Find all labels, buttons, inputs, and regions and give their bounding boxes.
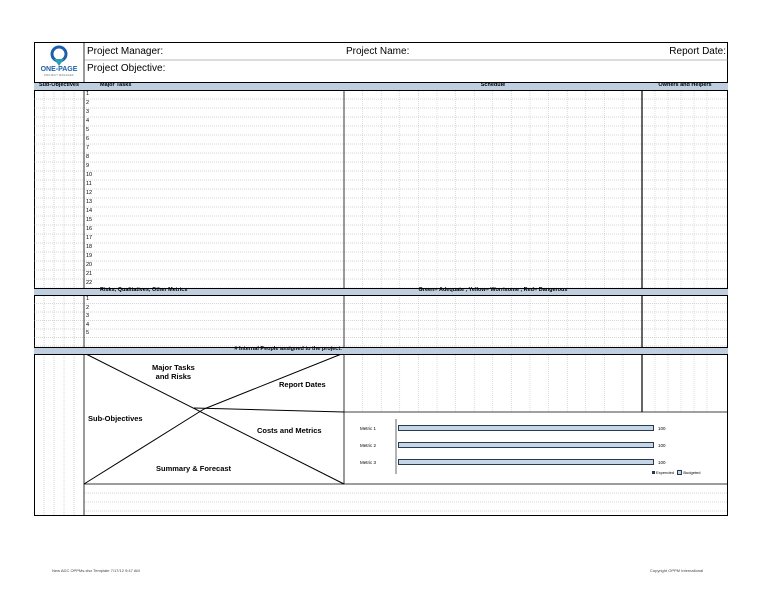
- risk-color-legend: Green= Adequate , Yellow= Worrisome , Red= Dangerous: [418, 287, 568, 293]
- task-number: 7: [86, 145, 90, 151]
- task-number: 5: [86, 127, 90, 133]
- major-tasks-header: Major Tasks: [100, 82, 132, 88]
- logo: [34, 44, 84, 78]
- metric-legend: [652, 470, 701, 475]
- task-number: 21: [86, 271, 93, 277]
- task-number: 14: [86, 208, 93, 214]
- task-number: 8: [86, 154, 90, 160]
- schedule-header: Schedule: [480, 82, 506, 88]
- legend-budgeted: Budgeted: [683, 470, 701, 475]
- logo-text: ONE-PAGE: [40, 66, 78, 73]
- x-label-report-dates: Report Dates: [279, 380, 326, 389]
- risks-header: Risks, Qualitatives, Other Metrics: [100, 287, 188, 293]
- risk-number: 2: [86, 304, 90, 311]
- sub-objectives-header: Sub-Objectives: [38, 82, 80, 88]
- oppm-sheet: [34, 42, 728, 516]
- task-number: 3: [86, 109, 90, 115]
- task-number: 6: [86, 136, 90, 142]
- task-number: 11: [86, 181, 92, 187]
- budgeted-swatch: [677, 470, 682, 475]
- project-name-label: Project Name:: [346, 46, 410, 57]
- metric-value: 100: [658, 460, 666, 465]
- task-number: 4: [86, 118, 90, 124]
- x-label-major-tasks: Major Tasks and Risks: [152, 363, 195, 381]
- people-band: [34, 347, 728, 355]
- task-number: 9: [86, 163, 90, 169]
- metric-label: Metric 2: [360, 443, 377, 448]
- task-number: 22: [86, 280, 93, 286]
- owners-helpers-header: Owners and Helpers: [658, 82, 712, 88]
- task-number: 10: [86, 172, 93, 178]
- logo-pin-icon: [34, 44, 84, 66]
- task-number: 20: [86, 262, 93, 268]
- metric-value: 100: [658, 443, 666, 448]
- expended-swatch: [652, 471, 655, 474]
- task-number: 1: [86, 91, 90, 97]
- metric-label: Metric 3: [360, 460, 377, 465]
- task-number: 2: [86, 100, 90, 106]
- report-date-label: Report Date:: [669, 46, 726, 57]
- internal-people-label: # Internal People assigned to the project:: [234, 346, 342, 352]
- risk-number: 5: [86, 330, 90, 336]
- task-number: 15: [86, 217, 93, 223]
- x-horizontal: [194, 408, 344, 412]
- x-label-summary-forecast: Summary & Forecast: [156, 464, 232, 473]
- task-number: 16: [86, 226, 93, 232]
- metric-bar: [398, 425, 654, 431]
- footer-copyright: Copyright OPPM International: [650, 568, 704, 573]
- task-number: 13: [86, 199, 93, 205]
- task-number: 19: [86, 253, 93, 259]
- metric-bar: [398, 459, 654, 465]
- task-number: 18: [86, 244, 93, 250]
- x-label-sub-objectives: Sub-Objectives: [88, 414, 143, 423]
- metric-value: 100: [658, 426, 666, 431]
- risk-number: 1: [86, 296, 90, 302]
- x-label-costs-metrics: Costs and Metrics: [257, 426, 322, 435]
- task-number: 12: [86, 190, 93, 196]
- risk-number: 4: [86, 321, 90, 328]
- footer-file-info: New ADC OPPMs.xlsx Template 7/17/12 9:47 AM: [52, 568, 140, 573]
- metric-bar: [398, 442, 654, 448]
- risk-number: 3: [86, 313, 90, 319]
- project-manager-label: Project Manager:: [87, 46, 164, 57]
- project-objective-label: Project Objective:: [87, 63, 166, 74]
- logo-subtext: PROJECT MANAGER: [44, 74, 74, 77]
- legend-expended: Expended: [656, 470, 675, 475]
- task-number: 17: [86, 235, 93, 241]
- metric-label: Metric 1: [360, 426, 377, 431]
